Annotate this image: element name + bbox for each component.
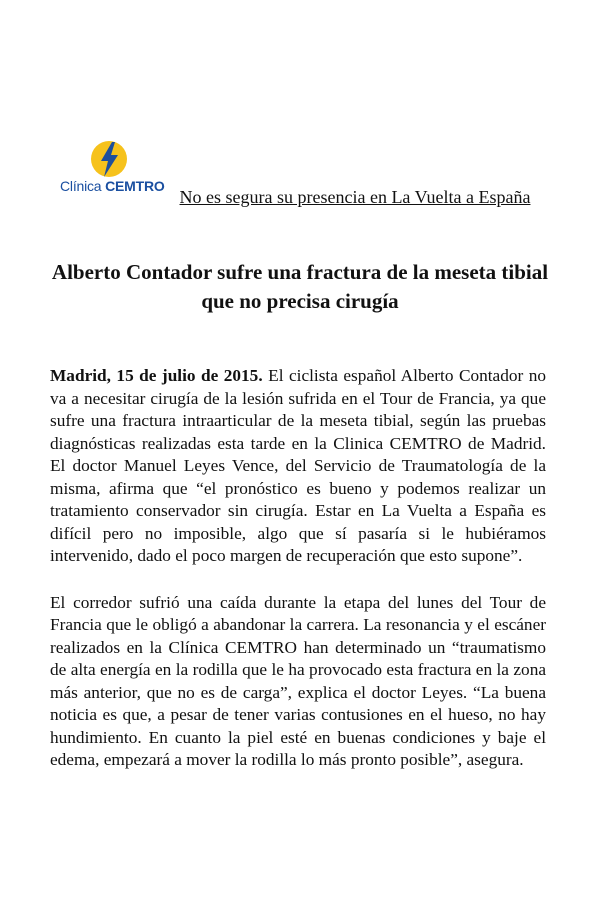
headline: Alberto Contador sufre una fractura de la meseta tibial que no precisa cirugía	[51, 260, 549, 313]
paragraph-1	[50, 365, 546, 568]
dateline: Madrid, 15 de julio de 2015.	[50, 366, 263, 385]
subtitle	[170, 185, 540, 209]
logo-brand-name: CEMTRO	[105, 178, 165, 194]
paragraph-1-text: El ciclista español Alberto Contador no va a necesitar cirugía de la lesión sufrida en el Tour de Francia, ya que sufre una fractura intraarticular de la meseta tibial, según las pruebas diagnósticas realizadas esta tarde en la Clinica CEMTRO de Madrid. El doctor Manuel Leyes Vence, del Servicio de Traumatología de la misma, afirma que “el pronóstico es bueno y podemos realizar un tratamiento conservador sin cirugía. Estar en La Vuelta a España es difícil pero no imposible, algo que sí pasaría si le hubiéramos intervenido, dado el poco margen de recuperación que esto supone”.	[50, 366, 547, 565]
logo-wordmark	[60, 178, 165, 194]
logo-brand-prefix: Clínica	[60, 178, 106, 194]
lightning-bolt-icon	[90, 140, 128, 178]
subtitle-text: No es segura su presencia en La Vuelta a España	[179, 187, 531, 207]
article-body	[50, 365, 546, 796]
paragraph-2: El corredor sufrió una caída durante la etapa del lunes del Tour de Francia que le obligó a abandonar la carrera. La resonancia y el escáner realizados en la Clínica CEMTRO han determinado un “traumatismo de alta energía en la rodilla que le ha provocado esta fractura en la zona más anterior, que no es de carga”, explica el doctor Leyes. “La buena noticia es que, a pesar de tener varias contusiones en el hueso, no hay hundimiento. En cuanto la piel esté en buenas condiciones y baje el edema, empezará a mover la rodilla lo más pronto posible”, asegura.	[50, 592, 546, 769]
clinica-cemtro-logo	[60, 140, 170, 200]
